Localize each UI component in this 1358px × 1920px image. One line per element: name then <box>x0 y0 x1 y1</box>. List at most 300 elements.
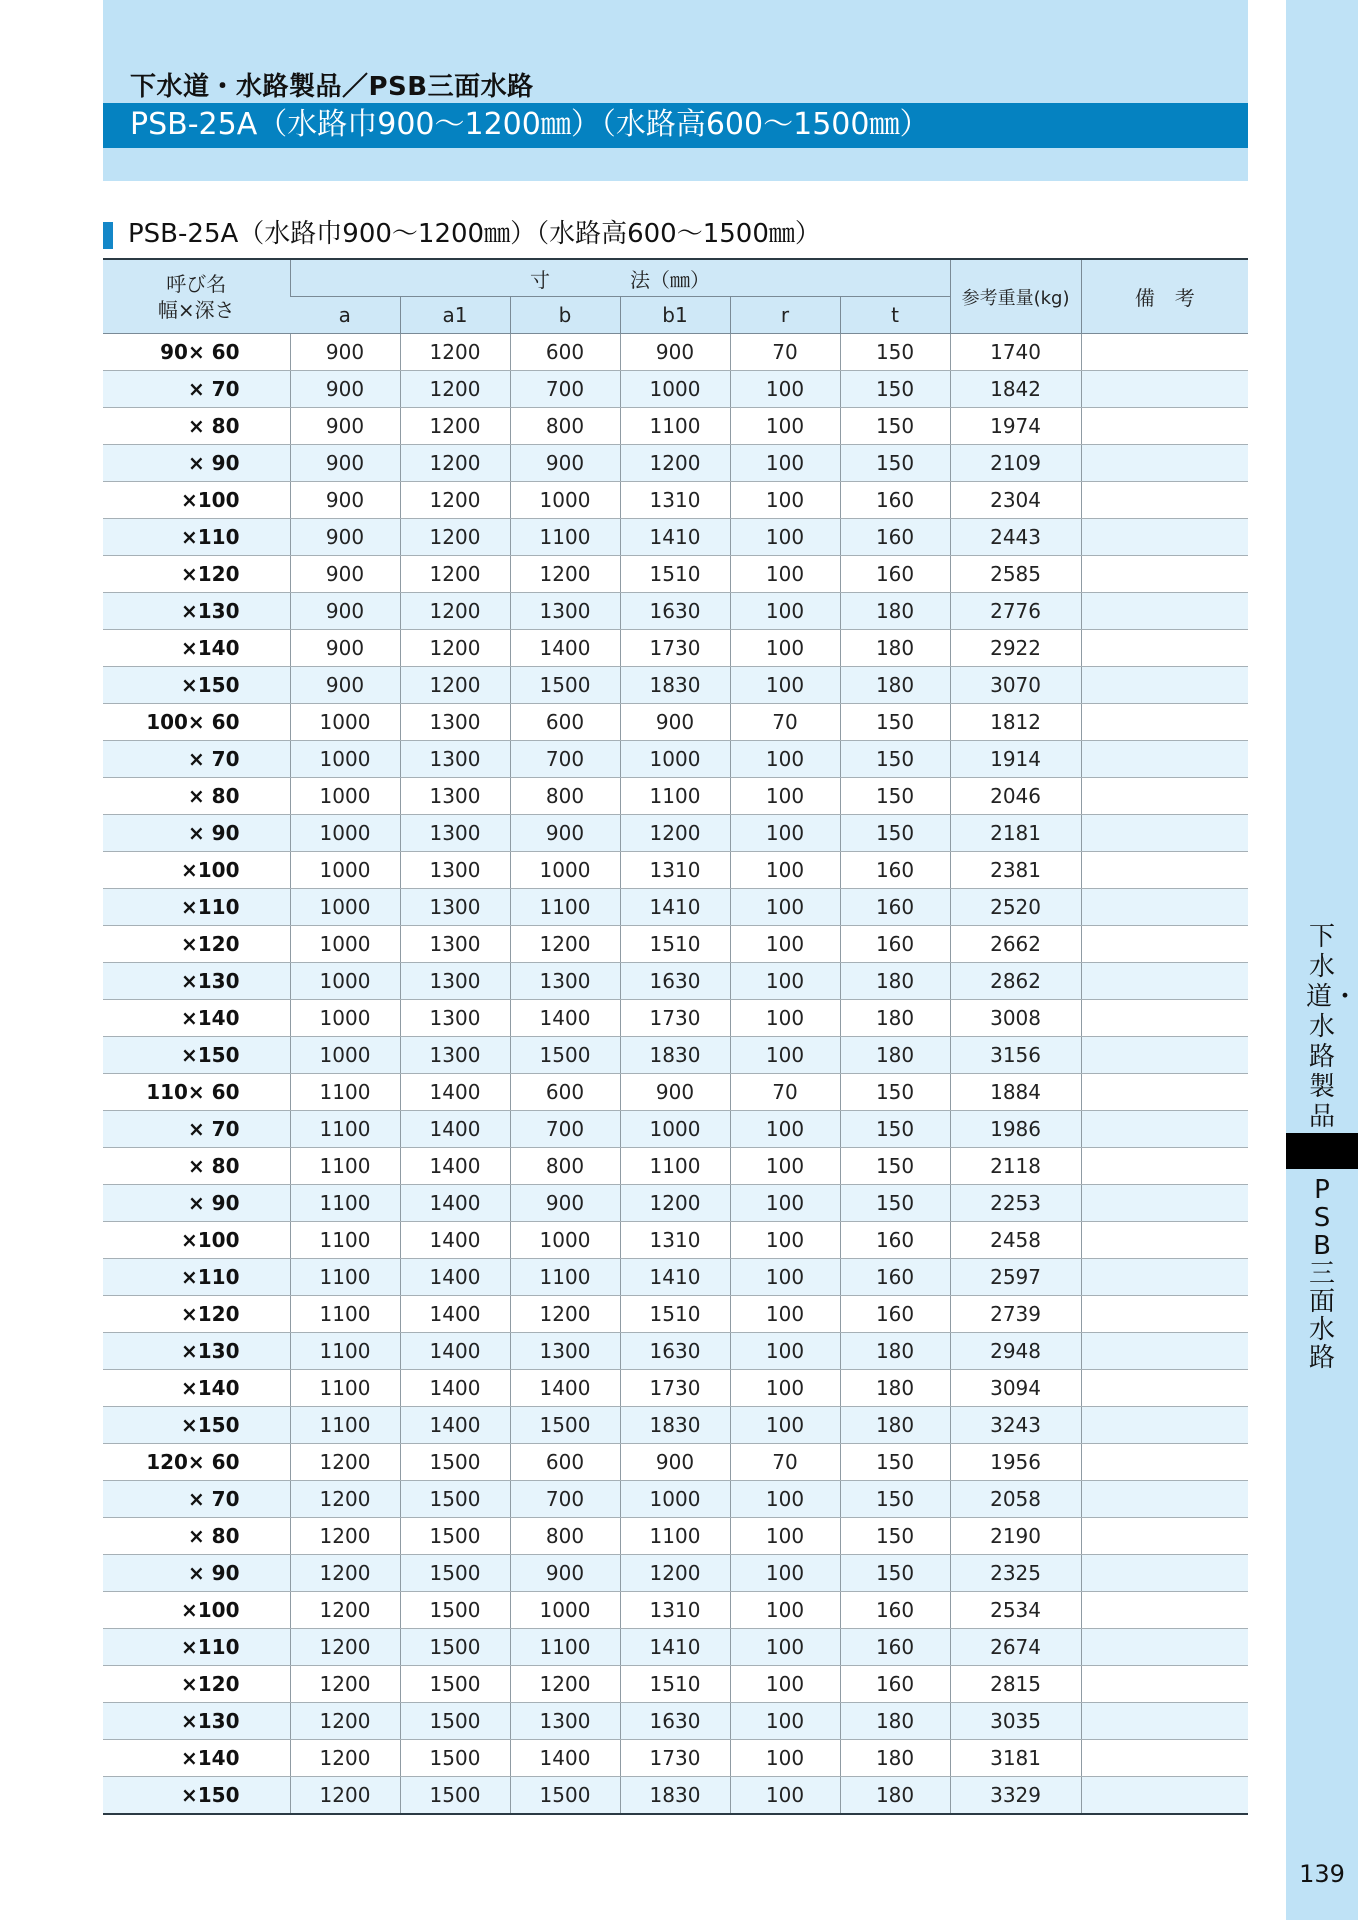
cell-b: 900 <box>510 815 620 852</box>
cell-r: 100 <box>730 630 840 667</box>
cell-b: 1300 <box>510 1333 620 1370</box>
cell-remarks <box>1081 704 1248 741</box>
cell-t: 160 <box>840 1296 950 1333</box>
col-header-a: a <box>290 297 400 334</box>
cell-weight: 2674 <box>950 1629 1081 1666</box>
cell-r: 100 <box>730 1518 840 1555</box>
cell-remarks <box>1081 1037 1248 1074</box>
table-row <box>103 556 1248 593</box>
cell-name: × 90 <box>103 815 290 852</box>
cell-name: ×120 <box>103 926 290 963</box>
cell-b: 1200 <box>510 1296 620 1333</box>
cell-a: 1000 <box>290 704 400 741</box>
cell-r: 100 <box>730 1777 840 1815</box>
cell-a1: 1500 <box>400 1444 510 1481</box>
cell-r: 100 <box>730 1703 840 1740</box>
table-row <box>103 778 1248 815</box>
cell-b: 700 <box>510 371 620 408</box>
cell-remarks <box>1081 1259 1248 1296</box>
cell-a: 1200 <box>290 1666 400 1703</box>
cell-b1: 900 <box>620 334 730 371</box>
cell-weight: 2815 <box>950 1666 1081 1703</box>
cell-t: 160 <box>840 1222 950 1259</box>
cell-remarks <box>1081 1740 1248 1777</box>
cell-a1: 1300 <box>400 889 510 926</box>
header-row-1 <box>103 259 1248 297</box>
cell-a1: 1500 <box>400 1481 510 1518</box>
table-row <box>103 1296 1248 1333</box>
cell-weight: 2046 <box>950 778 1081 815</box>
cell-b: 700 <box>510 1111 620 1148</box>
side-tab-divider <box>1286 1133 1358 1169</box>
cell-a: 900 <box>290 371 400 408</box>
cell-b1: 1310 <box>620 1592 730 1629</box>
cell-r: 100 <box>730 963 840 1000</box>
cell-a: 1000 <box>290 852 400 889</box>
cell-a1: 1200 <box>400 408 510 445</box>
cell-r: 100 <box>730 1592 840 1629</box>
cell-weight: 2776 <box>950 593 1081 630</box>
cell-weight: 2118 <box>950 1148 1081 1185</box>
cell-name: ×120 <box>103 556 290 593</box>
weight-header: 参考重量(kg) <box>950 259 1081 334</box>
cell-a1: 1500 <box>400 1777 510 1815</box>
cell-remarks <box>1081 963 1248 1000</box>
cell-remarks <box>1081 1185 1248 1222</box>
cell-b: 900 <box>510 445 620 482</box>
cell-b1: 1730 <box>620 630 730 667</box>
cell-b1: 1000 <box>620 1111 730 1148</box>
cell-name: ×140 <box>103 1740 290 1777</box>
cell-a: 1100 <box>290 1148 400 1185</box>
cell-b: 1100 <box>510 889 620 926</box>
cell-b1: 1730 <box>620 1740 730 1777</box>
cell-b1: 1100 <box>620 778 730 815</box>
cell-a: 1200 <box>290 1592 400 1629</box>
cell-b1: 1830 <box>620 1037 730 1074</box>
cell-t: 180 <box>840 1740 950 1777</box>
cell-b1: 1310 <box>620 482 730 519</box>
cell-t: 180 <box>840 1777 950 1815</box>
cell-weight: 2922 <box>950 630 1081 667</box>
table-row <box>103 1185 1248 1222</box>
cell-r: 100 <box>730 852 840 889</box>
cell-remarks <box>1081 1148 1248 1185</box>
category-title: 下水道・水路製品／PSB三面水路 <box>130 72 534 102</box>
cell-b1: 900 <box>620 1444 730 1481</box>
cell-t: 150 <box>840 1148 950 1185</box>
table-row <box>103 741 1248 778</box>
cell-t: 150 <box>840 334 950 371</box>
table-row <box>103 667 1248 704</box>
table-row <box>103 1407 1248 1444</box>
cell-remarks <box>1081 1074 1248 1111</box>
cell-r: 100 <box>730 1333 840 1370</box>
cell-r: 100 <box>730 926 840 963</box>
cell-t: 160 <box>840 852 950 889</box>
cell-name: 90× 60 <box>103 334 290 371</box>
table-row <box>103 1740 1248 1777</box>
cell-t: 160 <box>840 889 950 926</box>
cell-b1: 1310 <box>620 1222 730 1259</box>
cell-b1: 1410 <box>620 1259 730 1296</box>
cell-b: 700 <box>510 1481 620 1518</box>
table-row <box>103 852 1248 889</box>
cell-b1: 1000 <box>620 371 730 408</box>
cell-name: ×110 <box>103 889 290 926</box>
cell-name: ×130 <box>103 1703 290 1740</box>
cell-t: 180 <box>840 1370 950 1407</box>
cell-name: ×100 <box>103 1222 290 1259</box>
table-row <box>103 1333 1248 1370</box>
cell-a1: 1200 <box>400 630 510 667</box>
page-number: 139 <box>1299 1860 1345 1888</box>
cell-a: 1100 <box>290 1222 400 1259</box>
cell-name: ×100 <box>103 482 290 519</box>
cell-a: 1000 <box>290 1000 400 1037</box>
cell-name: ×120 <box>103 1666 290 1703</box>
cell-name: 120× 60 <box>103 1444 290 1481</box>
table-row <box>103 593 1248 630</box>
cell-remarks <box>1081 1629 1248 1666</box>
dimensions-header: 寸 法（㎜） <box>290 259 950 297</box>
cell-a: 900 <box>290 408 400 445</box>
cell-b1: 1630 <box>620 963 730 1000</box>
cell-b: 1100 <box>510 1629 620 1666</box>
cell-a: 1000 <box>290 926 400 963</box>
cell-b: 1100 <box>510 519 620 556</box>
cell-a1: 1400 <box>400 1370 510 1407</box>
cell-remarks <box>1081 593 1248 630</box>
cell-name: ×130 <box>103 1333 290 1370</box>
cell-b1: 1830 <box>620 1407 730 1444</box>
cell-r: 100 <box>730 519 840 556</box>
cell-weight: 1986 <box>950 1111 1081 1148</box>
cell-a1: 1500 <box>400 1555 510 1592</box>
cell-remarks <box>1081 926 1248 963</box>
cell-r: 100 <box>730 815 840 852</box>
cell-r: 100 <box>730 1000 840 1037</box>
cell-a: 1100 <box>290 1370 400 1407</box>
cell-b1: 1510 <box>620 1666 730 1703</box>
cell-remarks <box>1081 408 1248 445</box>
cell-t: 150 <box>840 408 950 445</box>
cell-b: 800 <box>510 1518 620 1555</box>
table-row <box>103 482 1248 519</box>
cell-b: 600 <box>510 1074 620 1111</box>
cell-r: 100 <box>730 556 840 593</box>
cell-b: 900 <box>510 1185 620 1222</box>
cell-t: 160 <box>840 1592 950 1629</box>
cell-weight: 3329 <box>950 1777 1081 1815</box>
cell-weight: 3243 <box>950 1407 1081 1444</box>
cell-a1: 1400 <box>400 1296 510 1333</box>
cell-weight: 2862 <box>950 963 1081 1000</box>
cell-name: ×140 <box>103 1370 290 1407</box>
cell-r: 100 <box>730 1037 840 1074</box>
cell-a: 900 <box>290 482 400 519</box>
cell-weight: 1842 <box>950 371 1081 408</box>
cell-a1: 1500 <box>400 1518 510 1555</box>
cell-a1: 1400 <box>400 1222 510 1259</box>
table-row <box>103 1444 1248 1481</box>
name-header <box>103 259 290 334</box>
table-row <box>103 519 1248 556</box>
cell-weight: 2585 <box>950 556 1081 593</box>
cell-b: 1200 <box>510 1666 620 1703</box>
cell-a1: 1400 <box>400 1407 510 1444</box>
cell-a1: 1300 <box>400 815 510 852</box>
remarks-header: 備 考 <box>1081 259 1248 334</box>
table-row <box>103 1629 1248 1666</box>
cell-name: ×110 <box>103 1259 290 1296</box>
cell-name: × 80 <box>103 778 290 815</box>
cell-r: 100 <box>730 778 840 815</box>
table-row <box>103 1037 1248 1074</box>
cell-t: 160 <box>840 519 950 556</box>
cell-remarks <box>1081 1592 1248 1629</box>
cell-a1: 1500 <box>400 1666 510 1703</box>
cell-t: 150 <box>840 741 950 778</box>
cell-t: 150 <box>840 1555 950 1592</box>
table-row <box>103 1111 1248 1148</box>
cell-a: 1200 <box>290 1629 400 1666</box>
cell-remarks <box>1081 889 1248 926</box>
cell-remarks <box>1081 334 1248 371</box>
cell-b: 600 <box>510 704 620 741</box>
cell-a: 1200 <box>290 1703 400 1740</box>
cell-t: 150 <box>840 704 950 741</box>
cell-r: 100 <box>730 1740 840 1777</box>
cell-a1: 1300 <box>400 1037 510 1074</box>
cell-weight: 1812 <box>950 704 1081 741</box>
cell-t: 150 <box>840 1185 950 1222</box>
col-header-a1: a1 <box>400 297 510 334</box>
cell-r: 100 <box>730 1185 840 1222</box>
cell-a: 1000 <box>290 1037 400 1074</box>
cell-r: 100 <box>730 667 840 704</box>
cell-r: 100 <box>730 889 840 926</box>
cell-t: 160 <box>840 1259 950 1296</box>
cell-weight: 2253 <box>950 1185 1081 1222</box>
cell-name: × 90 <box>103 1185 290 1222</box>
cell-remarks <box>1081 1407 1248 1444</box>
cell-r: 100 <box>730 741 840 778</box>
cell-name: × 70 <box>103 371 290 408</box>
cell-remarks <box>1081 1444 1248 1481</box>
cell-a: 900 <box>290 519 400 556</box>
cell-b: 1000 <box>510 852 620 889</box>
cell-weight: 3181 <box>950 1740 1081 1777</box>
table-row <box>103 926 1248 963</box>
cell-b: 1300 <box>510 1703 620 1740</box>
cell-a: 900 <box>290 593 400 630</box>
cell-r: 100 <box>730 1629 840 1666</box>
cell-name: ×110 <box>103 1629 290 1666</box>
cell-a1: 1400 <box>400 1185 510 1222</box>
name-header-line1: 呼び名 <box>166 271 227 296</box>
table-row <box>103 1370 1248 1407</box>
cell-a1: 1200 <box>400 519 510 556</box>
cell-b: 1000 <box>510 1592 620 1629</box>
col-header-t: t <box>840 297 950 334</box>
cell-b: 800 <box>510 1148 620 1185</box>
cell-a1: 1300 <box>400 1000 510 1037</box>
cell-a: 900 <box>290 630 400 667</box>
cell-a: 900 <box>290 556 400 593</box>
cell-a1: 1400 <box>400 1111 510 1148</box>
cell-r: 70 <box>730 1444 840 1481</box>
cell-a1: 1400 <box>400 1074 510 1111</box>
cell-a: 1200 <box>290 1777 400 1815</box>
cell-remarks <box>1081 1703 1248 1740</box>
cell-a1: 1200 <box>400 593 510 630</box>
cell-b: 1300 <box>510 963 620 1000</box>
cell-remarks <box>1081 482 1248 519</box>
cell-a1: 1400 <box>400 1259 510 1296</box>
cell-t: 180 <box>840 1000 950 1037</box>
cell-r: 100 <box>730 593 840 630</box>
cell-a1: 1400 <box>400 1148 510 1185</box>
cell-name: × 90 <box>103 1555 290 1592</box>
cell-a1: 1500 <box>400 1740 510 1777</box>
cell-name: ×140 <box>103 630 290 667</box>
cell-a1: 1300 <box>400 704 510 741</box>
cell-b1: 1310 <box>620 852 730 889</box>
cell-weight: 3035 <box>950 1703 1081 1740</box>
cell-t: 150 <box>840 815 950 852</box>
cell-b: 600 <box>510 1444 620 1481</box>
cell-remarks <box>1081 1518 1248 1555</box>
table-row <box>103 1703 1248 1740</box>
cell-b1: 1000 <box>620 741 730 778</box>
cell-a: 1200 <box>290 1555 400 1592</box>
table-row <box>103 1481 1248 1518</box>
cell-a1: 1200 <box>400 445 510 482</box>
cell-b: 1400 <box>510 1740 620 1777</box>
cell-name: × 70 <box>103 1481 290 1518</box>
cell-b1: 1510 <box>620 1296 730 1333</box>
cell-t: 180 <box>840 1407 950 1444</box>
cell-a: 1100 <box>290 1259 400 1296</box>
cell-weight: 2520 <box>950 889 1081 926</box>
cell-remarks <box>1081 778 1248 815</box>
cell-remarks <box>1081 1222 1248 1259</box>
cell-b1: 1730 <box>620 1000 730 1037</box>
cell-r: 100 <box>730 1555 840 1592</box>
cell-name: ×140 <box>103 1000 290 1037</box>
table-row <box>103 963 1248 1000</box>
cell-remarks <box>1081 1370 1248 1407</box>
cell-b: 1200 <box>510 926 620 963</box>
cell-b: 1500 <box>510 1777 620 1815</box>
cell-a1: 1500 <box>400 1703 510 1740</box>
cell-weight: 2948 <box>950 1333 1081 1370</box>
cell-r: 100 <box>730 1222 840 1259</box>
cell-a1: 1400 <box>400 1333 510 1370</box>
cell-a1: 1300 <box>400 852 510 889</box>
table-row <box>103 1666 1248 1703</box>
cell-b1: 1630 <box>620 593 730 630</box>
cell-weight: 1884 <box>950 1074 1081 1111</box>
cell-t: 180 <box>840 1333 950 1370</box>
cell-weight: 1974 <box>950 408 1081 445</box>
cell-t: 160 <box>840 482 950 519</box>
cell-a: 900 <box>290 667 400 704</box>
cell-a1: 1500 <box>400 1629 510 1666</box>
cell-a: 1100 <box>290 1296 400 1333</box>
cell-b: 1400 <box>510 1000 620 1037</box>
cell-weight: 2325 <box>950 1555 1081 1592</box>
cell-b1: 1100 <box>620 1518 730 1555</box>
cell-b: 700 <box>510 741 620 778</box>
cell-t: 160 <box>840 1629 950 1666</box>
table-row <box>103 1555 1248 1592</box>
cell-t: 150 <box>840 1444 950 1481</box>
cell-b1: 1830 <box>620 1777 730 1815</box>
cell-b: 1300 <box>510 593 620 630</box>
cell-a: 1100 <box>290 1074 400 1111</box>
table-row <box>103 445 1248 482</box>
cell-b1: 1730 <box>620 1370 730 1407</box>
cell-a: 1100 <box>290 1407 400 1444</box>
cell-b: 1500 <box>510 667 620 704</box>
section-marker <box>103 222 113 249</box>
cell-b: 1000 <box>510 482 620 519</box>
cell-r: 100 <box>730 408 840 445</box>
table-body <box>103 334 1248 1815</box>
cell-t: 180 <box>840 963 950 1000</box>
cell-b1: 1200 <box>620 1555 730 1592</box>
cell-weight: 3070 <box>950 667 1081 704</box>
cell-remarks <box>1081 741 1248 778</box>
cell-remarks <box>1081 1333 1248 1370</box>
cell-weight: 2058 <box>950 1481 1081 1518</box>
cell-r: 100 <box>730 1148 840 1185</box>
cell-a: 1100 <box>290 1333 400 1370</box>
table-row <box>103 408 1248 445</box>
cell-t: 150 <box>840 778 950 815</box>
cell-weight: 3008 <box>950 1000 1081 1037</box>
cell-t: 150 <box>840 1111 950 1148</box>
table-row <box>103 1000 1248 1037</box>
cell-name: ×150 <box>103 667 290 704</box>
cell-weight: 2109 <box>950 445 1081 482</box>
table-row <box>103 1222 1248 1259</box>
cell-b1: 1410 <box>620 519 730 556</box>
cell-name: × 80 <box>103 1148 290 1185</box>
col-header-b: b <box>510 297 620 334</box>
cell-t: 180 <box>840 1037 950 1074</box>
cell-a1: 1500 <box>400 1592 510 1629</box>
cell-t: 180 <box>840 667 950 704</box>
cell-name: 110× 60 <box>103 1074 290 1111</box>
cell-t: 160 <box>840 556 950 593</box>
cell-b: 1500 <box>510 1407 620 1444</box>
cell-t: 150 <box>840 1074 950 1111</box>
cell-weight: 2662 <box>950 926 1081 963</box>
cell-a1: 1200 <box>400 371 510 408</box>
cell-name: ×100 <box>103 852 290 889</box>
cell-a: 1000 <box>290 889 400 926</box>
cell-name: × 80 <box>103 1518 290 1555</box>
table-row <box>103 1074 1248 1111</box>
cell-remarks <box>1081 667 1248 704</box>
cell-r: 100 <box>730 1111 840 1148</box>
table-row <box>103 704 1248 741</box>
cell-b1: 1630 <box>620 1703 730 1740</box>
cell-a1: 1300 <box>400 926 510 963</box>
